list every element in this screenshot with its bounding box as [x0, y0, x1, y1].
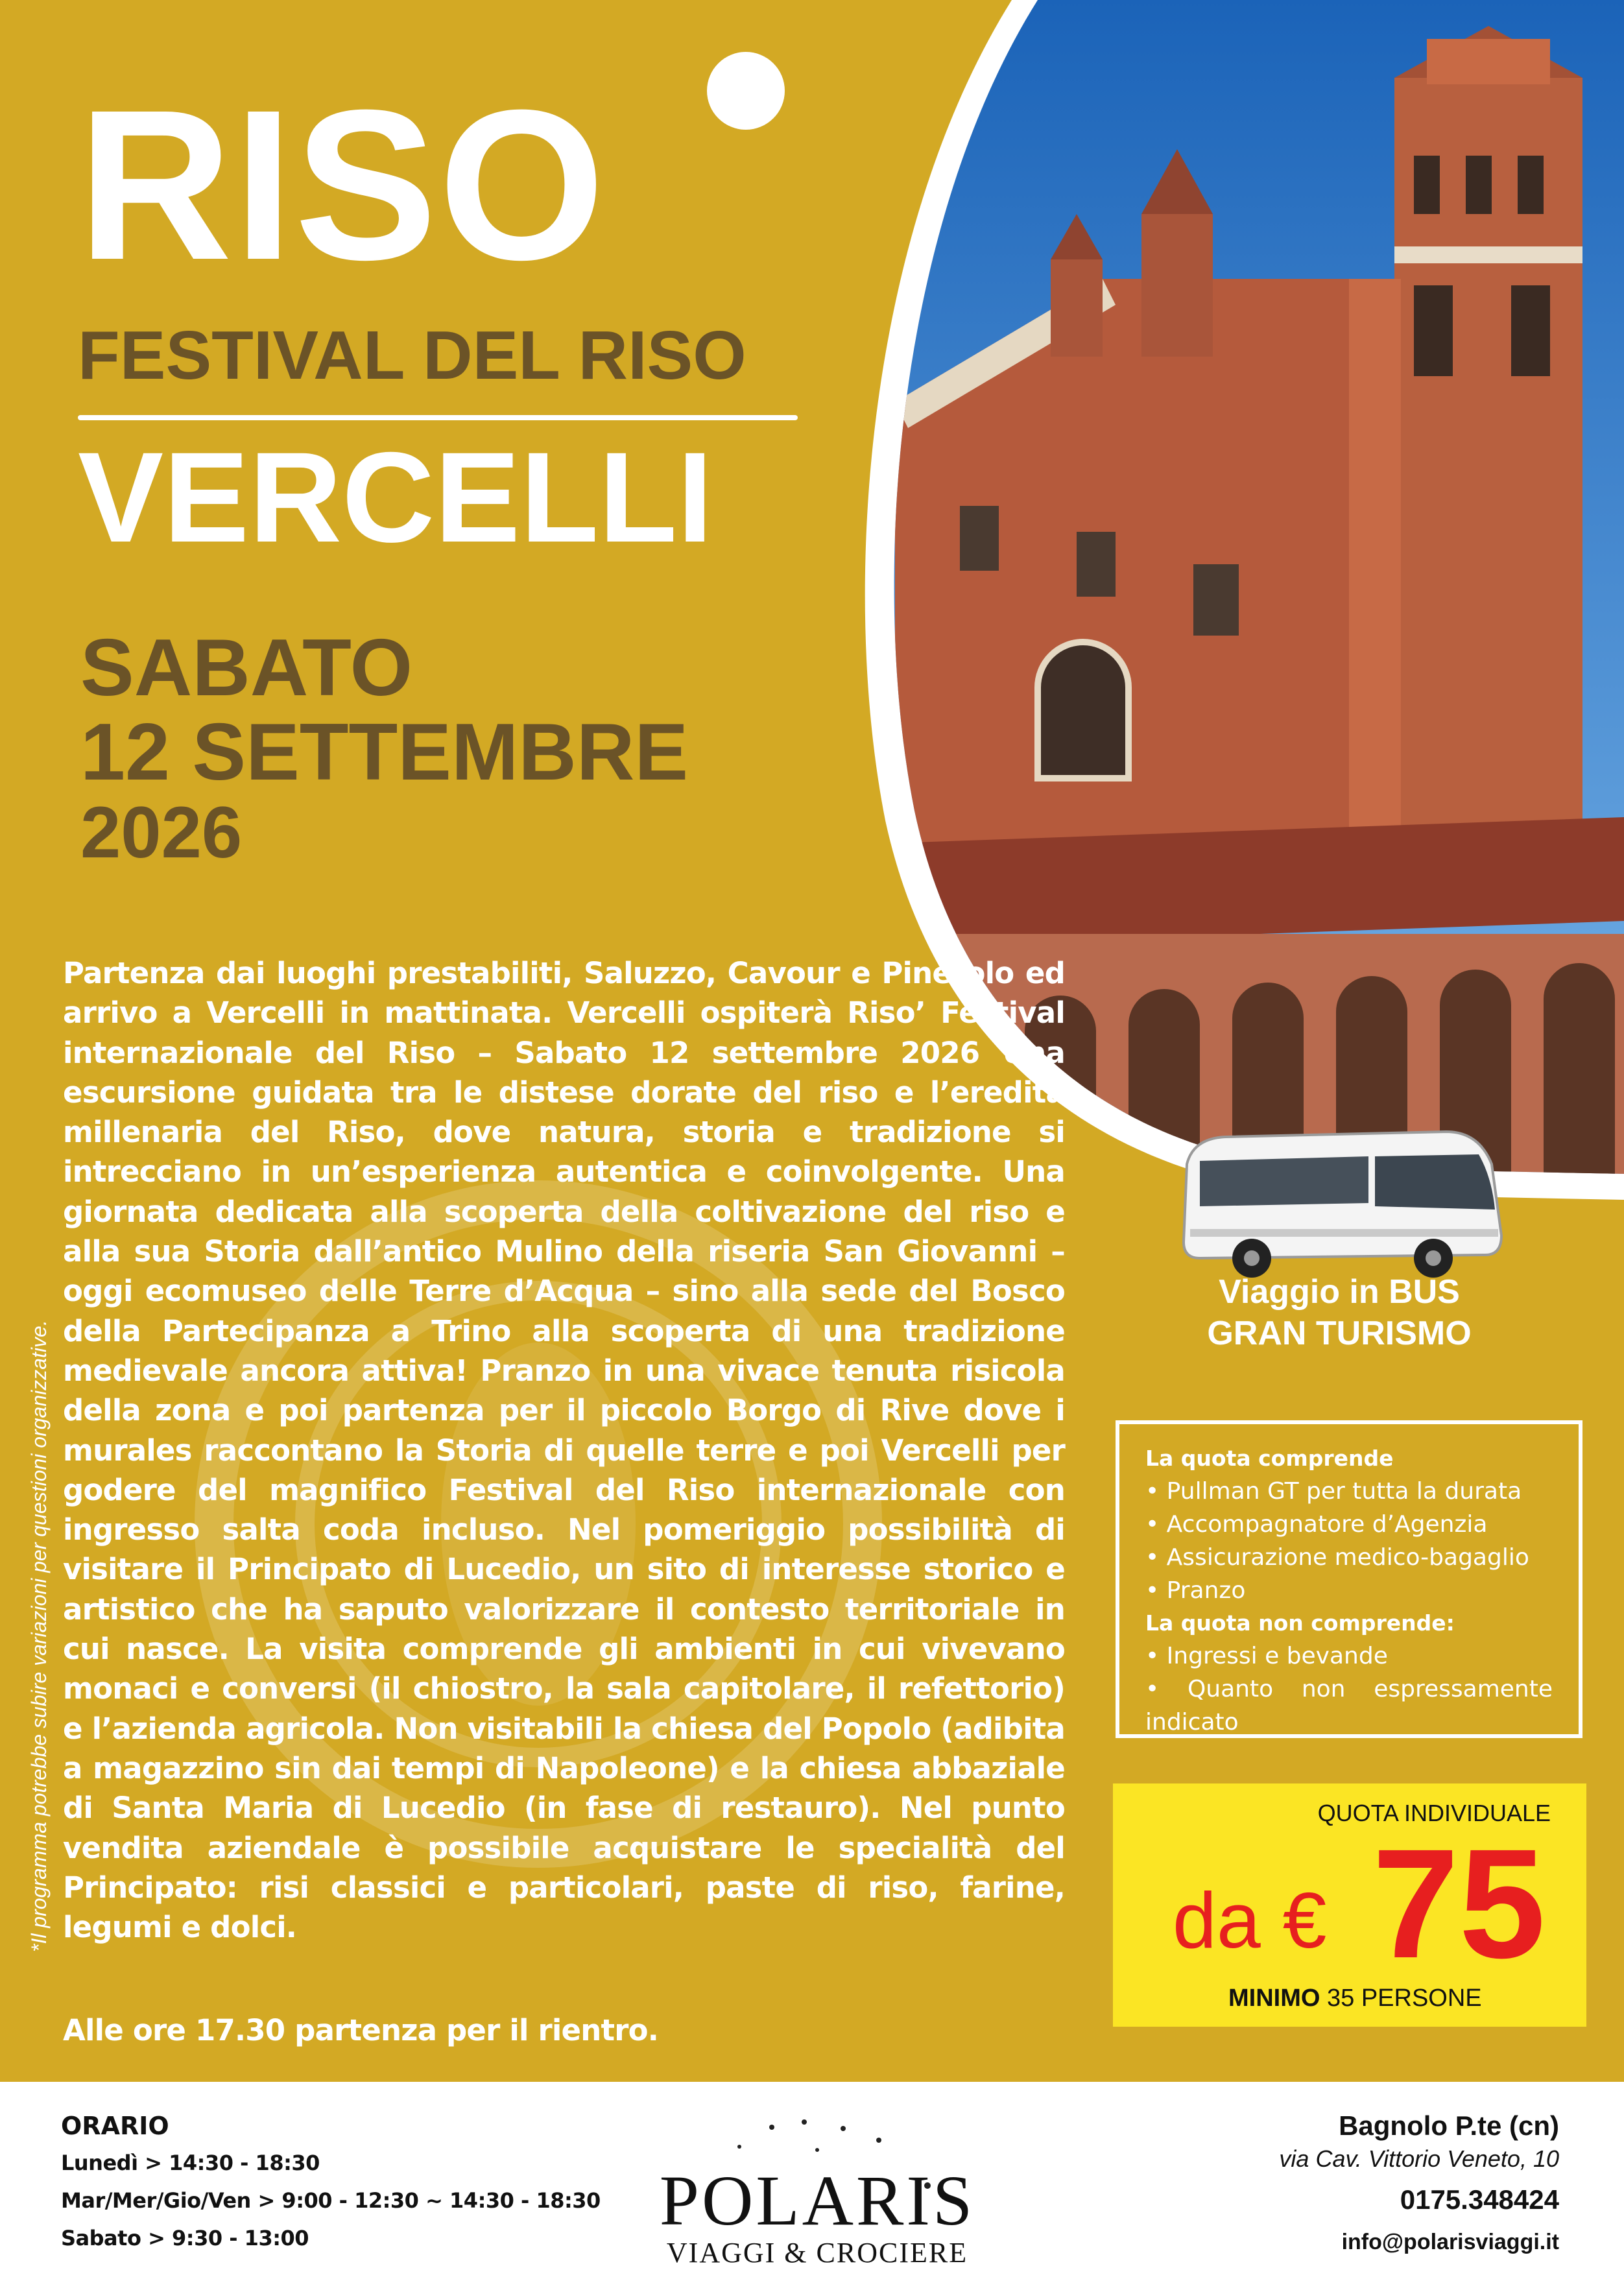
bus-icon: [1174, 1125, 1511, 1281]
transport-caption: [1106, 1271, 1573, 1354]
excludes-item: • Quanto non espressamente indicato: [1145, 1676, 1553, 1735]
agency-city: Bagnolo P.te (cn): [1339, 2110, 1559, 2141]
event-date: 12 SETTEMBRE: [80, 708, 689, 797]
minimum-count: 35 PERSONE: [1327, 1985, 1482, 2012]
includes-item: • Pranzo: [1145, 1577, 1246, 1604]
hours-title: ORARIO: [61, 2112, 169, 2140]
agency-email[interactable]: info@polarisviaggi.it: [1341, 2230, 1559, 2254]
city-title: VERCELLI: [78, 425, 713, 569]
transport-line-2: GRAN TURISMO: [1207, 1315, 1472, 1352]
polaris-tagline: VIAGGI & CROCIERE: [666, 2237, 968, 2269]
excludes-item: • Ingressi e bevande: [1145, 1643, 1388, 1669]
includes-item: • Accompagnatore d’Agenzia: [1145, 1511, 1488, 1538]
return-note: Alle ore 17.30 partenza per il rientro.: [63, 2013, 659, 2047]
agency-contacts: [1279, 2108, 1559, 2258]
transport-line-1: Viaggio in BUS: [1219, 1273, 1460, 1311]
event-year: 2026: [80, 792, 243, 873]
quota-details-box: [1116, 1420, 1582, 1738]
hours-row: Lunedì > 14:30 - 18:30: [61, 2151, 320, 2175]
polaris-logo: [649, 2114, 986, 2276]
excludes-title: La quota non comprende:: [1145, 1610, 1455, 1636]
price-box: [1113, 1783, 1586, 2027]
includes-item: • Assicurazione medico-bagaglio: [1145, 1544, 1529, 1571]
price-label: QUOTA INDIVIDUALE: [1317, 1800, 1551, 1826]
riso-logo-dot: [707, 52, 785, 130]
hours-row: Mar/Mer/Gio/Ven > 9:00 - 12:30 ~ 14:30 - 18:30: [61, 2188, 601, 2213]
hours-row: Sabato > 9:30 - 13:00: [61, 2226, 309, 2250]
polaris-name: POLARIS: [659, 2161, 975, 2240]
agency-address: via Cav. Vittorio Veneto, 10: [1279, 2145, 1559, 2172]
agency-phone[interactable]: 0175.348424: [1400, 2184, 1559, 2215]
minimum-participants: [1228, 1985, 1482, 2012]
includes-title: La quota comprende: [1145, 1446, 1394, 1471]
price-prefix: da €: [1173, 1876, 1327, 1964]
title-divider: [78, 415, 798, 420]
minimum-label: MINIMO: [1228, 1985, 1320, 2012]
event-day: SABATO: [80, 623, 413, 713]
program-disclaimer: *Il programma potrebbe subire variazioni per questioni organizzative.: [27, 1320, 51, 1952]
includes-item: • Pullman GT per tutta la durata: [1145, 1478, 1522, 1505]
festival-title: FESTIVAL DEL RISO: [78, 317, 746, 394]
riso-logo: RISO: [78, 65, 606, 304]
price-amount: 75: [1372, 1817, 1546, 1990]
opening-hours: [61, 2108, 601, 2257]
program-description: Partenza dai luoghi prestabiliti, Saluzzo, Cavour e Pinerolo ed arrivo a Vercelli in mattinata. Vercelli ospiterà Riso’ Festival internazionale del Riso – Sabato 12 settembre 2026 Una escursione guidata tra le distese dorate del riso e l’eredità millenaria del Riso, dove natura, storia e tradizione si intrecciano in un’esperienza autentica e coinvolgente. Una giornata dedicata alla scoperta della coltivazione del riso e alla sua Storia dall’antico Mulino della riseria San Giovanni – oggi ecomuseo delle Terre d’Acqua – sino alla sede del Bosco della Partecipanza a Trino alla scoperta di una tradizione medievale ancora attiva! Pranzo in una vivace tenuta risicola della zona e poi partenza per il piccolo Borgo di Rive dove i murales raccontano la Storia di quelle terre e poi Vercelli per godere del magnifico Festival del Riso internazionale con ingresso salta coda incluso. Nel pomeriggio possibilità di visitare il Principato di Lucedio, un sito di interesse storico e artistico che ha saputo valorizzare il contesto territoriale in cui nasce. La visita comprende gli ambienti in cui vivevano monaci e conversi (il chiostro, la sala capitolare, il refettorio) e l’azienda agricola. Non visitabili la chiesa del Popolo (adibita a magazzino sin dai tempi di Napoleone) e la chiesa abbaziale di Santa Maria di Lucedio (in fase di restauro). Nel punto vendita aziendale è possibile acquistare le specialità del Principato: risi classici e particolari, paste di riso, farine, legumi e dolci.: [63, 956, 1065, 1945]
